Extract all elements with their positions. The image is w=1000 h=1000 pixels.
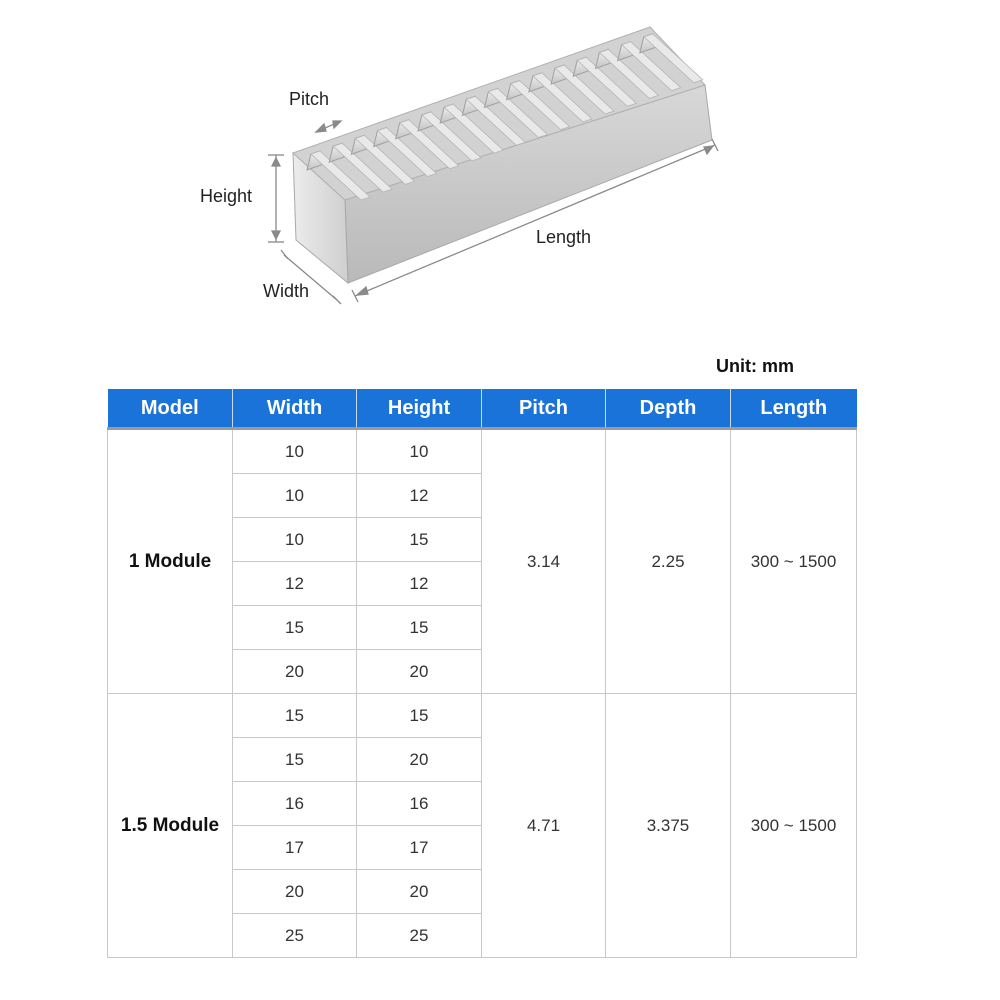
width-cell: 15 — [233, 738, 357, 782]
depth-cell: 3.375 — [606, 694, 731, 958]
table-body — [108, 429, 857, 958]
header-model: Model — [108, 389, 233, 429]
width-cell: 15 — [233, 694, 357, 738]
spec-table — [107, 389, 857, 958]
height-cell: 20 — [357, 650, 482, 694]
header-height: Height — [357, 389, 482, 429]
width-cell: 16 — [233, 782, 357, 826]
length-cell: 300 ~ 1500 — [731, 429, 857, 694]
height-cell: 15 — [357, 518, 482, 562]
width-cell: 10 — [233, 474, 357, 518]
width-cell: 15 — [233, 606, 357, 650]
height-cell: 12 — [357, 562, 482, 606]
width-cell: 10 — [233, 518, 357, 562]
height-cell: 12 — [357, 474, 482, 518]
depth-cell: 2.25 — [606, 429, 731, 694]
height-cell: 20 — [357, 738, 482, 782]
header-length: Length — [731, 389, 857, 429]
pitch-cell: 3.14 — [482, 429, 606, 694]
height-cell: 10 — [357, 429, 482, 474]
length-cell: 300 ~ 1500 — [731, 694, 857, 958]
model-cell: 1 Module — [108, 429, 233, 694]
width-cell: 20 — [233, 650, 357, 694]
unit-label: Unit: mm — [716, 356, 794, 376]
header-pitch: Pitch — [482, 389, 606, 429]
height-label: Height — [200, 186, 253, 206]
width-cell: 25 — [233, 914, 357, 958]
pitch-cell: 4.71 — [482, 694, 606, 958]
header-depth: Depth — [606, 389, 731, 429]
height-cell: 20 — [357, 870, 482, 914]
table-row — [108, 694, 857, 738]
width-label: Width — [263, 281, 310, 301]
width-cell: 10 — [233, 429, 357, 474]
length-label: Length — [536, 227, 592, 247]
height-cell: 15 — [357, 694, 482, 738]
width-cell: 17 — [233, 826, 357, 870]
model-cell: 1.5 Module — [108, 694, 233, 958]
height-cell: 16 — [357, 782, 482, 826]
height-cell: 15 — [357, 606, 482, 650]
table-row — [108, 429, 857, 474]
width-cell: 12 — [233, 562, 357, 606]
table-header-row — [108, 389, 857, 429]
gear-rack-diagram — [0, 0, 1000, 340]
pitch-label: Pitch — [289, 89, 330, 109]
height-cell: 17 — [357, 826, 482, 870]
header-width: Width — [233, 389, 357, 429]
width-cell: 20 — [233, 870, 357, 914]
gear-rack-image — [293, 27, 712, 283]
height-cell: 25 — [357, 914, 482, 958]
